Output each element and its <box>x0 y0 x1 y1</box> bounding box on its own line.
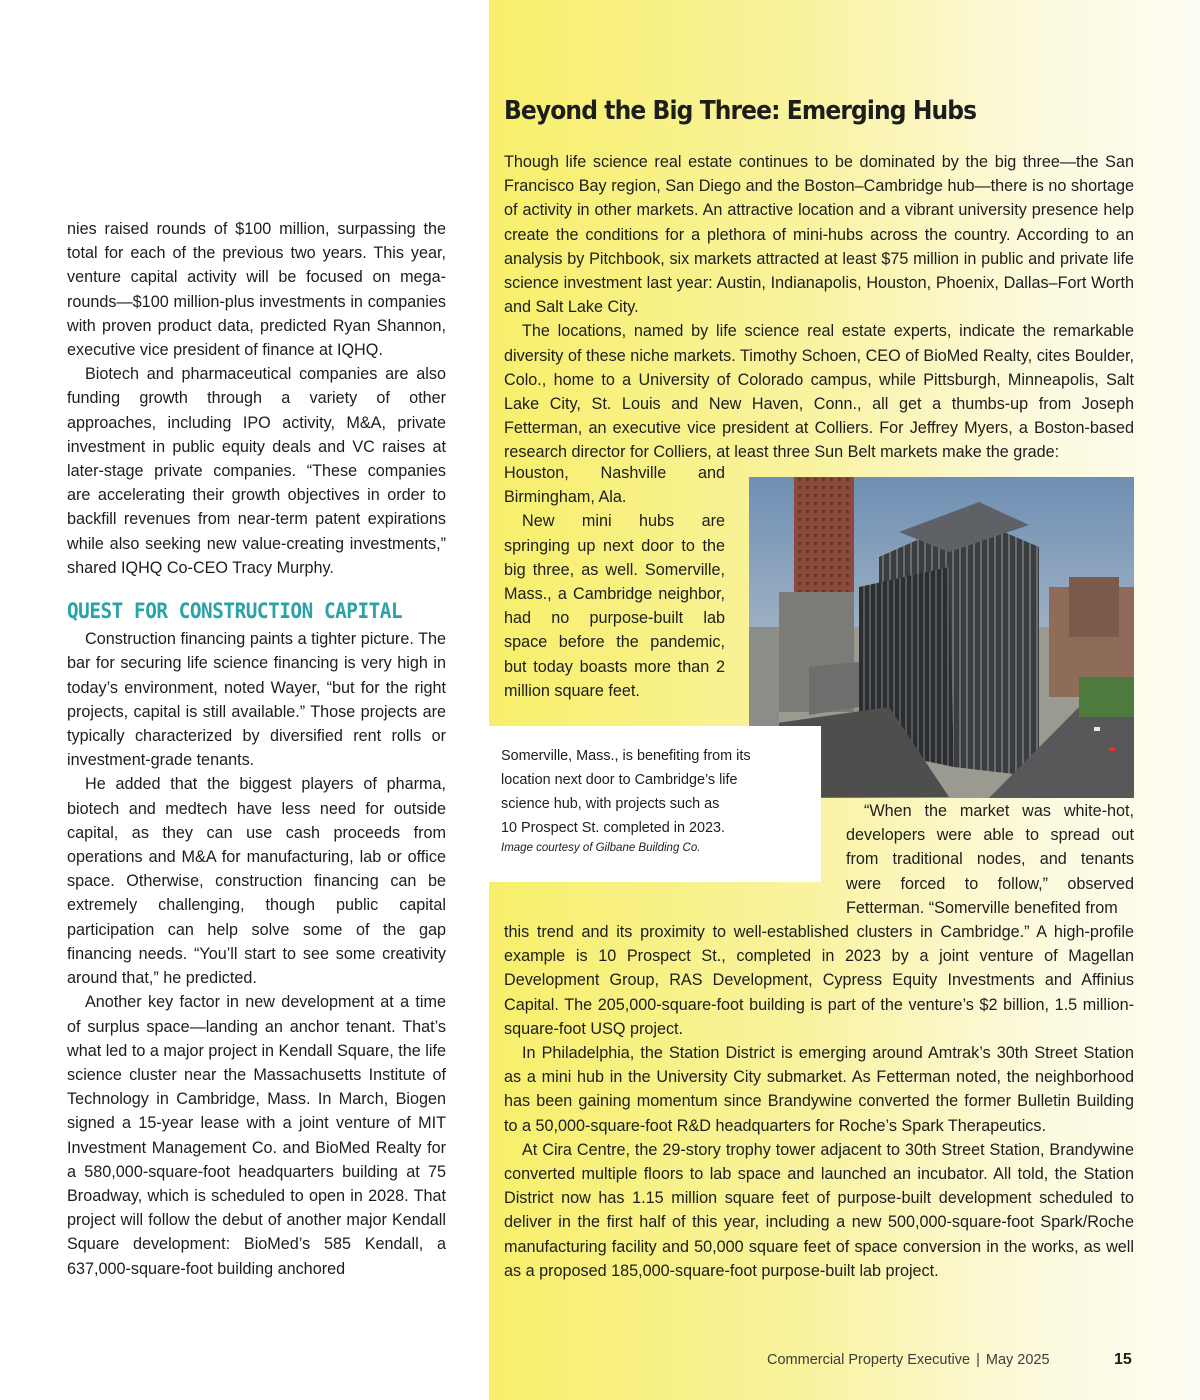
publication-name: Commercial Property Executive <box>767 1352 971 1368</box>
caption-line: location next door to Cambridge’s life <box>501 772 738 788</box>
sidebar-text-bottom <box>504 920 1134 1283</box>
body-paragraph: Though life science real estate continues to be dominated by the big three—the San Francisco Bay region, San Diego and the Boston–Cambridge hub—there is no shortage of activity in other markets. An attractive location and a vibrant university presence help create the conditions for a plethora of mini-hubs across the country. According to an analysis by Pitchbook, six markets attracted at least $75 million in public and private life science investment last year: Austin, Indianapolis, Houston, Phoenix, Dallas–Fort Worth and Salt Lake City. <box>504 153 1134 317</box>
footer-separator: | <box>976 1352 980 1368</box>
body-paragraph: nies raised rounds of $100 million, surpassing the total for each of the previous two years. This year, venture capital activity will be focused on mega-rounds—$100 million-plus investments in companies with proven product data, predicted Ryan Shannon, executive vice president of finance at IQHQ. <box>67 220 446 360</box>
caption-line: science hub, with projects such as <box>501 796 720 812</box>
section-subhead: QUEST FOR CONSTRUCTION CAPITAL <box>67 599 403 624</box>
body-paragraph: New mini hubs are springing up next door to the big three, as well. Somerville, Mass., a Cambridge neighbor, had no purpose-built lab space before the pandemic, but today boasts more than 2 million square feet. <box>504 512 725 700</box>
body-paragraph: Houston, Nashville and Birmingham, Ala. <box>504 464 725 507</box>
photo-credit: Image courtesy of Gilbane Building Co. <box>501 842 701 854</box>
body-paragraph: Construction financing paints a tighter picture. The bar for securing life science financing is very high in today’s environment, noted Wayer, “but for the right projects, capital is still available.” Those projects are typically characterized by diversified rent rolls or investment-grade tenants. <box>67 630 446 770</box>
body-paragraph: “When the market was white-hot, developers were able to spread out from traditional nodes, and tenants were forced to follow,” observed Fetterman. “Somerville benefited from <box>846 802 1134 917</box>
caption-line: Somerville, Mass., is benefiting from its <box>501 748 751 764</box>
body-paragraph: Another key factor in new development at a time of surplus space—landing an anchor tenant. That’s what led to a major project in Kendall Square, the life science cluster near the Massachusetts Institute of Technology in Cambridge, Mass. In March, Biogen signed a 15-year lease with a joint venture of MIT Investment Management Co. and BioMed Realty for a 580,000-square-foot headquarters building at 75 Broadway, which is scheduled to open in 2028. That project will follow the debut of another major Kendall Square development: BioMed’s 585 Kendall, a 637,000-square-foot building anchored <box>67 993 446 1278</box>
sidebar-text-top <box>504 150 1134 465</box>
sidebar-text-quote <box>846 799 1134 920</box>
caption-line: 10 Prospect St. completed in 2023. <box>501 820 725 836</box>
sidebar-headline: Beyond the Big Three: Emerging Hubs <box>504 96 977 126</box>
body-paragraph: Biotech and pharmaceutical companies are also funding growth through a variety of other approaches, including IPO activity, M&A, private investment in public equity deals and VC raises at later-stage private companies. “These companies are accelerating their growth objectives in order to backfill revenues from near-term patent expirations while also seeking new value-creating investments,” shared IQHQ Co-CEO Tracy Murphy. <box>67 365 446 577</box>
page-footer <box>767 1352 1050 1368</box>
photo-caption <box>501 744 811 840</box>
body-paragraph: In Philadelphia, the Station District is emerging around Amtrak’s 30th Street Station as a mini hub in the University City submarket. As Fetterman noted, the neighborhood has been gaining momentum since Brandywine converted the former Bulletin Building to a 50,000-square-foot R&D headquarters for Roche’s Spark Therapeutics. <box>504 1044 1134 1135</box>
issue-date: May 2025 <box>985 1352 1050 1368</box>
body-paragraph: At Cira Centre, the 29-story trophy tower adjacent to 30th Street Station, Brandywine converted multiple floors to lab space and launched an incubator. All told, the Station District now has 1.15 million square feet of purpose-built development scheduled to deliver in the first half of this year, including a new 500,000-square-foot Spark/Roche manufacturing facility and 50,000 square feet of space conversion in the works, as well as a proposed 185,000-square-foot purpose-built lab project. <box>504 1140 1134 1280</box>
body-paragraph: The locations, named by life science real estate experts, indicate the remarkable diversity of these niche markets. Timothy Schoen, CEO of BioMed Realty, cites Boulder, Colo., home to a University of Colorado campus, while Pittsburgh, Minneapolis, Salt Lake City, St. Louis and New Haven, Conn., all get a thumbs-up from Joseph Fetterman, an executive vice president at Colliers. For Jeffrey Myers, a Boston-based research director for Colliers, at least three Sun Belt markets make the grade: <box>504 322 1134 462</box>
body-paragraph: this trend and its proximity to well-established clusters in Cambridge.” A high-profile example is 10 Prospect St., completed in 2023 by a joint venture of Magellan Development Group, RAS Development, Cypress Equity Investments and Affinius Capital. The 205,000-square-foot building is part of the venture’s $2 billion, 1.5 million-square-foot USQ project. <box>504 923 1134 1038</box>
body-paragraph: He added that the biggest players of pharma, biotech and medtech have less need for outside capital, as they can use cash proceeds from operations and M&A for manufacturing, lab or office space. Otherwise, construction financing can be extremely challenging, though public capital participation can help solve some of the gap financing needs. “You’ll start to see some creativity around that,” he predicted. <box>67 775 446 988</box>
sidebar-text-narrow <box>504 461 725 703</box>
left-column <box>67 217 446 1281</box>
page-number: 15 <box>1114 1351 1132 1368</box>
